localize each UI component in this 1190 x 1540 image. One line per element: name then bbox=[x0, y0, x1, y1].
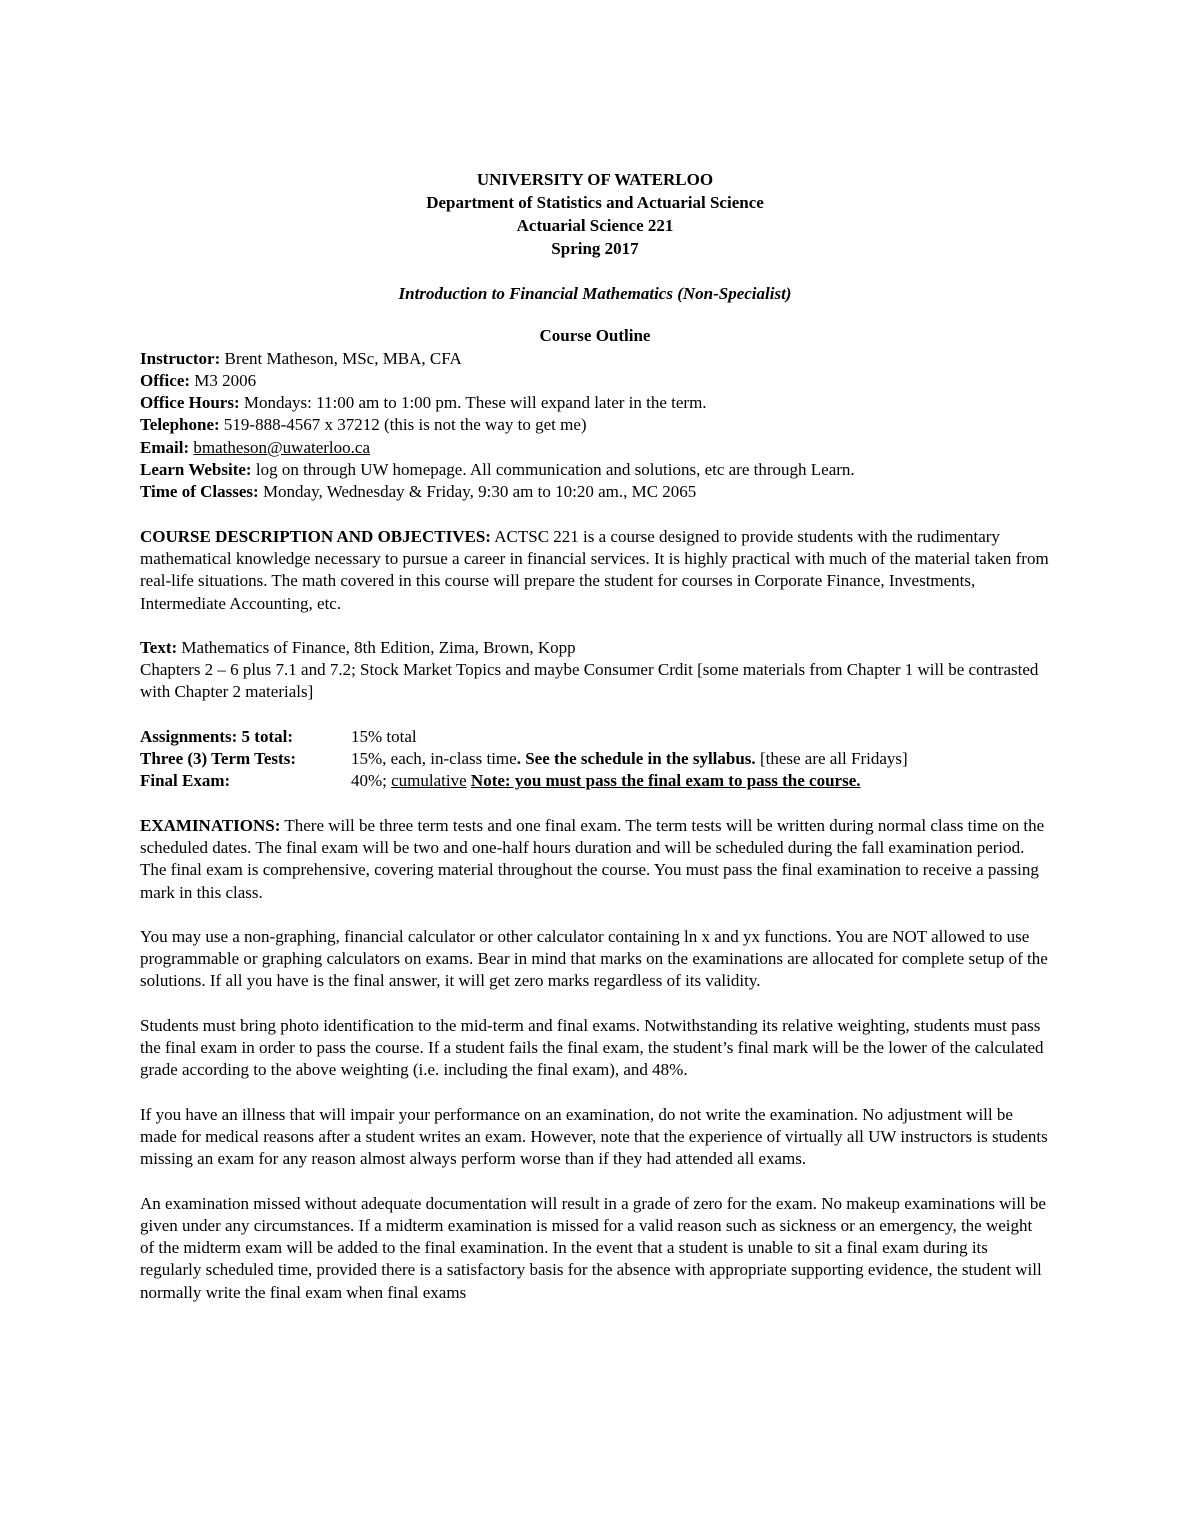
office-hours-label: Office Hours: bbox=[140, 393, 240, 413]
description-label: COURSE DESCRIPTION AND OBJECTIVES: bbox=[140, 526, 491, 546]
course-title: Introduction to Financial Mathematics (Non-Specialist) bbox=[398, 284, 792, 303]
photo-id-paragraph: Students must bring photo identification to the mid-term and final exams. Notwithstanding its relative weighting, students must pass the final exam in order to pass the course. If a student fails the final exam, the student’s final mark will be the lower of the calculated grade according to the above weighting (i.e. including the final exam), and 48%. bbox=[140, 1015, 1044, 1080]
course-name: Actuarial Science 221 bbox=[516, 216, 674, 235]
examinations-label: EXAMINATIONS: bbox=[140, 815, 281, 835]
grading-row bbox=[140, 748, 908, 770]
spacer bbox=[140, 904, 1050, 926]
calculator-paragraph: You may use a non-graphing, financial calculator or other calculator containing ln x and yx functions. You are NOT allowed to use programmable or graphing calculators on exams. Bear in mind that marks on the examinations are allocated for complete setup of the solutions. If all you have is the final answer, it will get zero marks regardless of its validity. bbox=[140, 926, 1048, 991]
department-name: Department of Statistics and Actuarial Science bbox=[426, 193, 764, 212]
telephone-value: 519-888-4567 x 37212 (this is not the way to get me) bbox=[219, 415, 587, 435]
course-description bbox=[140, 526, 1050, 615]
office-hours-line bbox=[140, 392, 1050, 414]
website-value: log on through UW homepage. All communication and solutions, etc are through Learn. bbox=[251, 460, 855, 480]
final-exam-weight: 40%; bbox=[351, 771, 392, 791]
document-header bbox=[140, 168, 1050, 260]
textbook-line bbox=[140, 637, 1050, 659]
term-name: Spring 2017 bbox=[551, 239, 639, 258]
instructor-line bbox=[140, 348, 1050, 370]
term-tests-schedule-note: . See the schedule in the syllabus. bbox=[516, 749, 756, 769]
textbook-label: Text: bbox=[140, 637, 178, 657]
course-info bbox=[140, 348, 1050, 504]
spacer bbox=[140, 615, 1050, 637]
final-exam-label: Final Exam: bbox=[140, 771, 231, 791]
email-line bbox=[140, 437, 1050, 459]
university-name: UNIVERSITY OF WATERLOO bbox=[476, 170, 714, 189]
instructor-label: Instructor: bbox=[140, 348, 221, 368]
spacer bbox=[140, 793, 1050, 815]
telephone-label: Telephone: bbox=[140, 415, 220, 435]
classes-label: Time of Classes: bbox=[140, 482, 259, 502]
final-exam-value bbox=[351, 770, 908, 792]
term-tests-label: Three (3) Term Tests: bbox=[140, 749, 296, 769]
final-exam-cumulative: cumulative bbox=[391, 771, 467, 791]
assignments-value: 15% total bbox=[351, 726, 417, 746]
office-hours-value: Mondays: 11:00 am to 1:00 pm. These will expand later in the term. bbox=[239, 393, 707, 413]
email-link[interactable]: bmatheson@uwaterloo.ca bbox=[193, 437, 370, 457]
illness-paragraph: If you have an illness that will impair your performance on an examination, do not write the examination. No adjustment will be made for medical reasons after a student writes an exam. However, note that the experience of virtually all UW instructors is students missing an exam for any reason almost always perform worse than if they had attended all exams. bbox=[140, 1104, 1048, 1169]
office-line bbox=[140, 370, 1050, 392]
website-label: Learn Website: bbox=[140, 460, 252, 480]
grading-row bbox=[140, 770, 908, 792]
term-tests-fridays-note: [these are all Fridays] bbox=[755, 749, 908, 769]
spacer bbox=[140, 993, 1050, 1015]
spacer bbox=[140, 704, 1050, 726]
instructor-value: Brent Matheson, MSc, MBA, CFA bbox=[220, 348, 462, 368]
assignments-label: Assignments: 5 total: bbox=[140, 726, 293, 746]
email-label: Email: bbox=[140, 437, 190, 457]
outline-title: Course Outline bbox=[539, 326, 651, 346]
classes-value: Monday, Wednesday & Friday, 9:30 am to 10:20 am., MC 2065 bbox=[258, 482, 697, 502]
examinations-text: There will be three term tests and one final exam. The term tests will be written during normal class time on the scheduled dates. The final exam will be two and one-half hours duration and will be scheduled during the fall examination period. The final exam is comprehensive, covering material throughout the course. You must pass the final examination to receive a passing mark in this class. bbox=[140, 815, 1045, 902]
chapters-text: Chapters 2 – 6 plus 7.1 and 7.2; Stock Market Topics and maybe Consumer Crdit [some materials from Chapter 1 will be contrasted with Chapter 2 materials] bbox=[140, 660, 1039, 702]
missed-exam-paragraph: An examination missed without adequate documentation will result in a grade of zero for the exam. No makeup examinations will be given under any circumstances. If a midterm examination is missed for a valid reason such as sickness or an emergency, the weight of the midterm exam will be added to the final examination. In the event that a student is unable to sit a final exam during its regularly scheduled time, provided there is a satisfactory basis for the absence with appropriate supporting evidence, the student will normally write the final exam when final exams bbox=[140, 1193, 1046, 1302]
website-line bbox=[140, 459, 1050, 481]
office-label: Office: bbox=[140, 370, 191, 390]
textbook-value: Mathematics of Finance, 8th Edition, Zima, Brown, Kopp bbox=[177, 637, 576, 657]
term-tests-weight: 15%, each, in-class time bbox=[351, 749, 517, 769]
spacer bbox=[140, 504, 1050, 526]
description-text: ACTSC 221 is a course designed to provide students with the rudimentary mathematical knowledge necessary to pursue a career in financial services. It is highly practical with much of the material taken from real-life situations. The math covered in this course will prepare the student for courses in Corporate Finance, Investments, Intermediate Accounting, etc. bbox=[140, 526, 1049, 613]
grading-row bbox=[140, 726, 908, 748]
spacer bbox=[140, 1171, 1050, 1193]
final-exam-pass-note: Note: you must pass the final exam to pass the course. bbox=[470, 771, 861, 791]
document-page bbox=[140, 168, 1050, 1304]
classes-line bbox=[140, 481, 1050, 503]
spacer bbox=[140, 1082, 1050, 1104]
office-value: M3 2006 bbox=[190, 370, 257, 390]
telephone-line bbox=[140, 414, 1050, 436]
term-tests-value bbox=[351, 748, 908, 770]
grading-table bbox=[140, 726, 908, 793]
examinations-paragraph bbox=[140, 815, 1050, 904]
